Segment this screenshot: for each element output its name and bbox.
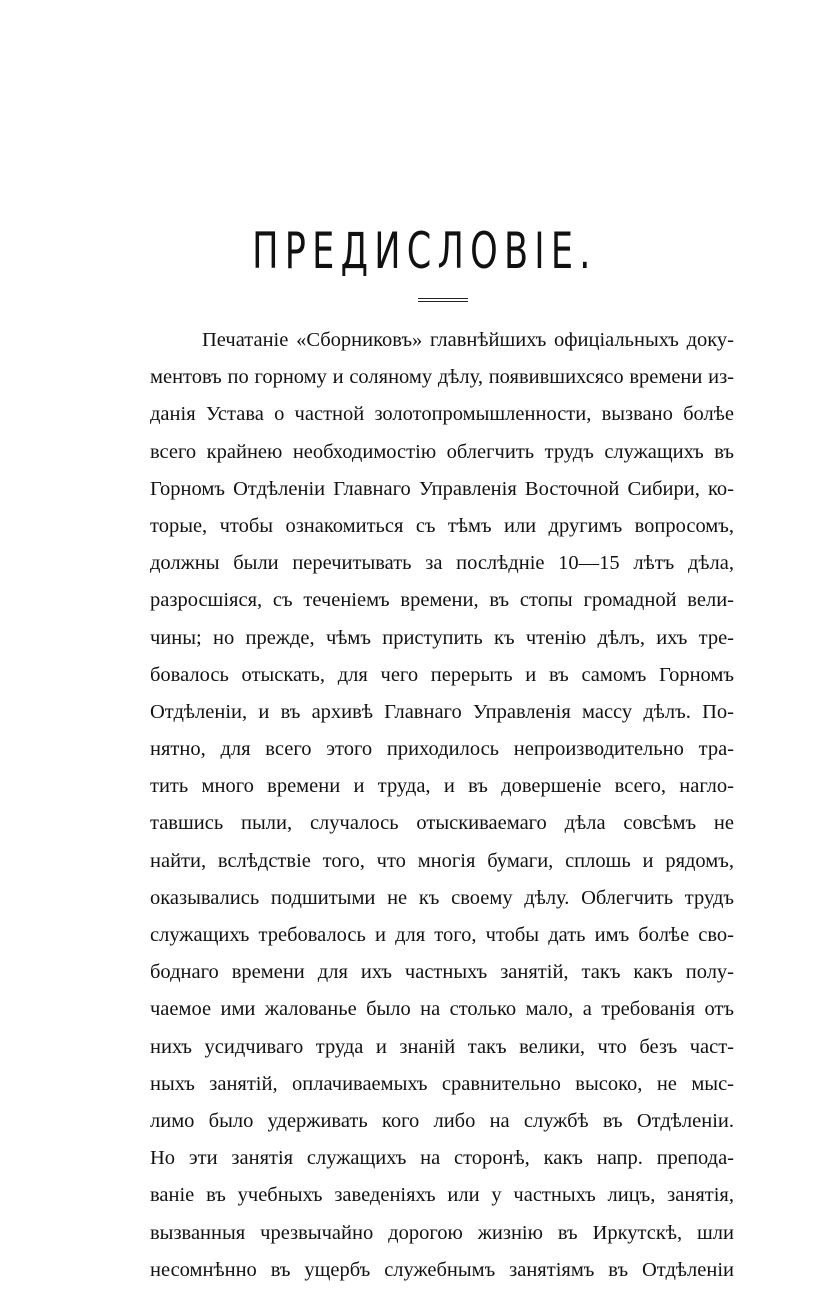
text-line: должны были перечитывать за послѣдніе 10—15 лѣтъ дѣла, (150, 552, 734, 575)
text-line: ныхъ занятій, оплачиваемыхъ сравнительно высоко, не мыс- (150, 1072, 734, 1095)
text-line: найти, вслѣдствіе того, что многія бумаги, сплошь и рядомъ, (150, 849, 734, 872)
title-divider-ornament (418, 298, 468, 304)
text-line: вызванныя чрезвычайно дорогою жизнію въ Иркутскѣ, шли (150, 1221, 734, 1244)
text-line: Печатаніе «Сборниковъ» главнѣйшихъ офиціальныхъ доку- (202, 329, 734, 351)
text-line: тить много времени и труда, и въ довершеніе всего, нагло- (150, 775, 734, 798)
text-line: чины; но прежде, чѣмъ приступить къ чтенію дѣлъ, ихъ тре- (150, 626, 734, 649)
text-line: нятно, для всего этого приходилось непроизводительно тра- (150, 738, 734, 761)
text-line: тавшись пыли, случалось отыскиваемаго дѣла совсѣмъ не (150, 812, 734, 835)
text-line: Но эти занятія служащихъ на сторонѣ, какъ напр. препода- (150, 1147, 734, 1170)
page-title: ПРЕДИСЛОВІЕ. (252, 222, 597, 280)
body-text (150, 322, 734, 1289)
text-line: несомнѣнно въ ущербъ служебнымъ занятіямъ въ Отдѣленіи (150, 1258, 734, 1281)
text-line: ментовъ по горному и соляному дѣлу, появившихсясо времени из- (150, 366, 734, 389)
text-line: нихъ усидчиваго труда и знаній такъ велики, что безъ част- (150, 1035, 734, 1058)
text-line: ваніе въ учебныхъ заведеніяхъ или у частныхъ лицъ, занятія, (150, 1184, 734, 1207)
text-line: чаемое ими жалованье было на столько мало, а требованія отъ (150, 998, 734, 1021)
text-line: лимо было удерживать кого либо на службѣ въ Отдѣленіи. (150, 1109, 734, 1132)
text-line: торые, чтобы ознакомиться съ тѣмъ или другимъ вопросомъ, (150, 514, 734, 537)
text-line: служащихъ требовалось и для того, чтобы дать имъ болѣе сво- (150, 924, 734, 946)
text-line: боднаго времени для ихъ частныхъ занятій, такъ какъ полу- (150, 961, 734, 984)
text-line: оказывались подшитыми не къ своему дѣлу. Облегчить трудъ (150, 886, 734, 909)
text-line: данія Устава о частной золотопромышленности, вызвано болѣе (150, 403, 734, 426)
text-line: Горномъ Отдѣленіи Главнаго Управленія Восточной Сибири, ко- (150, 477, 734, 500)
text-line: разросшіяся, съ теченіемъ времени, въ стопы громадной вели- (150, 589, 734, 612)
text-line: Отдѣленіи, и въ архивѣ Главнаго Управленія массу дѣлъ. По- (150, 700, 734, 723)
text-line: бовалось отыскать, для чего перерыть и въ самомъ Горномъ (150, 663, 734, 686)
text-line: всего крайнею необходимостію облегчить трудъ служащихъ въ (150, 440, 734, 463)
